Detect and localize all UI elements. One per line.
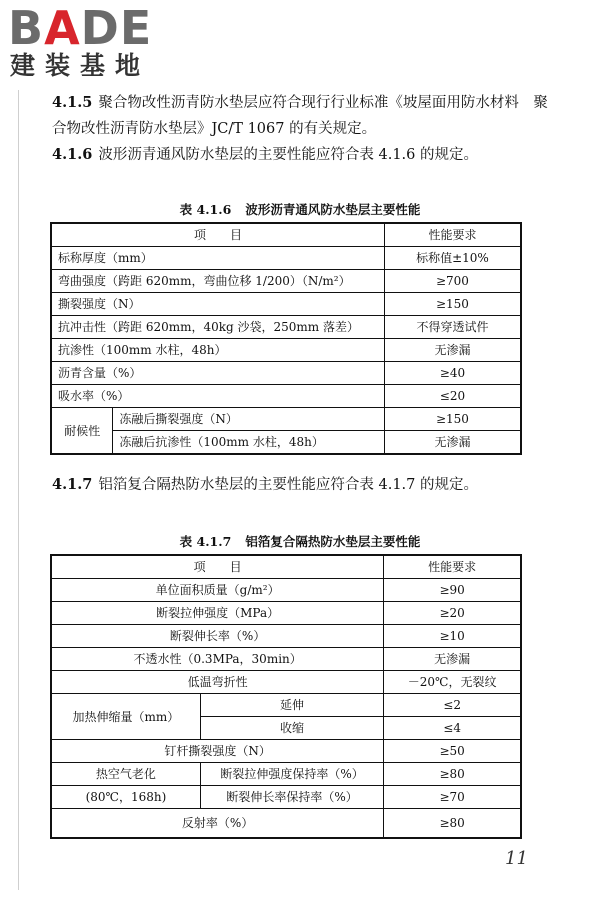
header-cell: 性能要求 — [384, 223, 521, 247]
group-label-cell: 加热伸缩量（mm） — [51, 694, 200, 740]
table-header-row — [51, 223, 521, 247]
header-cell: 性能要求 — [384, 555, 521, 579]
table-row: (80℃，168h) 断裂伸长率保持率（%） ≥70 — [51, 786, 521, 809]
section-text: 铝箔复合隔热防水垫层的主要性能应符合表 4.1.7 的规定。 — [98, 477, 478, 493]
table-row: 断裂伸长率（%） ≥10 — [51, 625, 521, 648]
table-row: 单位面积质量（g/m²） ≥90 — [51, 579, 521, 602]
group-label-cell: 耐候性 — [51, 408, 113, 455]
header-cell: 项 目 — [51, 555, 384, 579]
table-header-row — [51, 555, 521, 579]
table-row: 热空气老化 断裂拉伸强度保持率（%） ≥80 — [51, 763, 521, 786]
table-4-1-7 — [50, 554, 522, 839]
logo — [8, 1, 178, 84]
section-number: 4.1.6 — [52, 146, 93, 163]
section-number: 4.1.5 — [52, 94, 93, 111]
header-cell: 项 目 — [51, 223, 384, 247]
table-4-1-6 — [50, 222, 522, 455]
table-row: 收缩 ≤4 — [51, 717, 521, 740]
section-number: 4.1.7 — [52, 476, 93, 493]
section-text: 波形沥青通风防水垫层的主要性能应符合表 4.1.6 的规定。 — [98, 147, 478, 163]
table-row: 吸水率（%） ≤20 — [51, 385, 521, 408]
table-row: 低温弯折性 －20℃，无裂纹 — [51, 671, 521, 694]
table-row: 不透水性（0.3MPa，30min） 无渗漏 — [51, 648, 521, 671]
table-row: 耐候性 冻融后撕裂强度（N） ≥150 — [51, 408, 521, 431]
table-caption: 表 4.1.7 铝箔复合隔热防水垫层主要性能 — [179, 534, 421, 549]
table-row: 加热伸缩量（mm） 延伸 ≤2 — [51, 694, 521, 717]
table-row: 钉杆撕裂强度（N） ≥50 — [51, 740, 521, 763]
group-label-cell: (80℃，168h) — [51, 786, 200, 809]
table-row: 撕裂强度（N） ≥150 — [51, 293, 521, 316]
section-text: 聚合物改性沥青防水垫层应符合现行行业标准《坡屋面用防水材料 聚合物改性沥青防水垫层》JC/T 1067 的有关规定。 — [52, 95, 548, 137]
table-row: 抗渗性（100mm 水柱，48h） 无渗漏 — [51, 339, 521, 362]
page-number: 11 — [505, 848, 528, 869]
section-4-1-6 — [52, 142, 552, 168]
table-row: 反射率（%） ≥80 — [51, 809, 521, 839]
table-row: 断裂拉伸强度（MPa） ≥20 — [51, 602, 521, 625]
table-caption: 表 4.1.6 波形沥青通风防水垫层主要性能 — [179, 202, 421, 217]
table-row: 弯曲强度（跨距 620mm，弯曲位移 1/200）（N/m²） ≥700 — [51, 270, 521, 293]
logo-brand: BADE — [8, 1, 153, 55]
section-4-1-7 — [52, 472, 552, 498]
table-row: 标称厚度（mm） 标称值±10% — [51, 247, 521, 270]
table-row: 沥青含量（%） ≥40 — [51, 362, 521, 385]
table-row: 冻融后抗渗性（100mm 水柱，48h） 无渗漏 — [51, 431, 521, 455]
table-row: 抗冲击性（跨距 620mm，40kg 沙袋，250mm 落差） 不得穿透试件 — [51, 316, 521, 339]
logo-subtitle: 建装基地 — [10, 51, 151, 80]
section-4-1-5 — [52, 90, 552, 142]
group-label-cell: 热空气老化 — [51, 763, 200, 786]
